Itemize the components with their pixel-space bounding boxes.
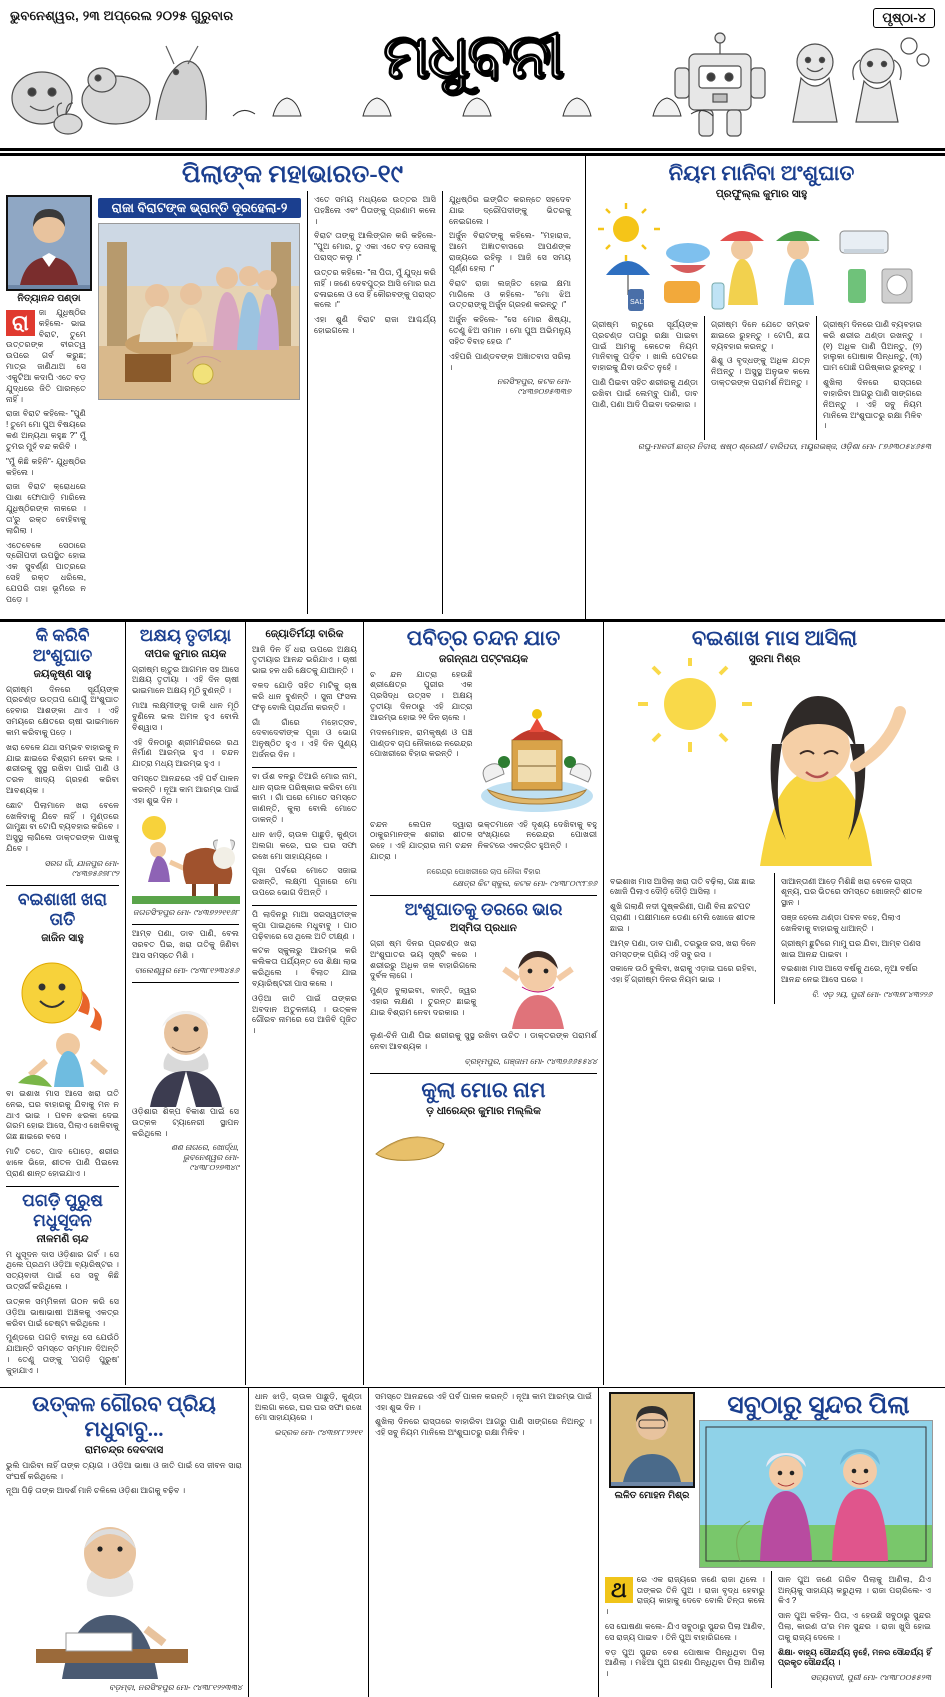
khara-p1: ବା ଇଶାଖ ମାସ ଆସେ ଖରା ତାତି ନେଇ, ଘର ବାହାରକୁ ଯିବାକୁ ମନ ନ ଥାଏ ଭାଇ । ପବନ ଝରକା ଦେଇ ଗରମ ହୋଇ ଆସେ, ପିଲାଏ ଖେଳିବାକୁ ଗଛ ଛାଇରେ ବସେ ।	[6, 1088, 119, 1142]
pagadi-credit: ଶଶ ନାଗରେ, ଖୋର୍ଦ୍ଧା, ଭୁବନେଶ୍ୱର ମୋ- ୯୪୩୮୦୨୭୩୪୯	[170, 1143, 239, 1173]
mahabharat-credit: ନରସିଂହପୁର, କଟକ ମୋ- ୯୪୩୭୦୭୫୩୩୭	[496, 377, 571, 397]
mahabharat-c3-p2: ଅର୍ଜୁନ ବିରାଟଙ୍କୁ କହିଲେ- "ମହାରାଜ, ଆମେ ଅଜ୍ଞାତବାସରେ ଆପଣଙ୍କ ରାଜ୍ୟରେ ରହିଲୁ । ଆଜି ସେ ସମୟ ପୂର୍ଣ୍ଣ ହେଲା ।"	[449, 231, 571, 273]
kula-illustration	[370, 1122, 597, 1162]
kikaribi-p1: ଗ୍ରୀଷ୍ମ ଦିନରେ ସୂର୍ଯ୍ୟଙ୍କ ପ୍ରଚଣ୍ଡ ଉତ୍ତାପ ଯୋଗୁଁ ଅଂଶୁଘାତ ହେବାର ଆଶଙ୍କା ଥାଏ । ଏହି ସମୟରେ କ୍ଷେତରେ ଚାଷୀ ଭାଇମାନେ କାମ କରିବାକୁ ପଡ଼େ ।	[6, 684, 119, 737]
kikaribi-credit: ସରଗ ଗାଁ, ଯାଜପୁର ମୋ- ୯୪୩୭୫୬୭୮୯୨	[44, 858, 119, 878]
dateline: ଭୁବନେଶ୍ୱର, ୨୩ ଅପ୍ରେଲ ୨୦୨୫ ଗୁରୁବାର	[10, 8, 234, 23]
chandana-illustration	[478, 670, 597, 820]
baisakha-illustration	[610, 670, 939, 870]
chandana-p4: ଭକ୍ତମାନେ ଏହି ଦୃଶ୍ୟ ଦେଖିବାକୁ ବହୁ ସଂଖ୍ୟାରେ ନରେନ୍ଦ୍ର ପୋଖରୀ ନିକଟରେ ଏକତ୍ରିତ ହୁଅନ୍ତି ।	[477, 819, 597, 851]
darare-title: ଅଂଶୁଘାତକୁ ଡରରେ ଭାର	[404, 899, 563, 919]
mahabharat-c3-p5: ଏହିପରି ପାଣ୍ଡବଙ୍କ ଅଜ୍ଞାତବାସ ସରିଲା ।	[449, 351, 571, 372]
column-a	[0, 622, 125, 1385]
sabuthau-p4: ସାନ ପୁଅ ଜଣେ ଗରିବ ପିଲାକୁ ଆଣିଲା, ଯିଏ ଅନ୍ୟକୁ ସାହାଯ୍ୟ କରୁଥିଲା । ରାଜା ପଚାରିଲେ- ଏ କିଏ ?	[778, 1574, 931, 1606]
khara-illustration	[6, 949, 119, 1089]
khara-credit: ବାଲେଶ୍ୱର ମୋ- ୯୪୩୮୧୨୩୪୫୬	[134, 965, 239, 975]
mahabharat-c3-p3: ବିରାଟ ରାଜା ଲଜ୍ଜିତ ହୋଇ କ୍ଷମା ମାଗିଲେ ଓ କହିଲେ- "ମୋ ଝିଅ ଉତ୍ତରାଙ୍କୁ ଅର୍ଜୁନ ଗ୍ରହଣ କରନ୍ତୁ ।"	[449, 278, 571, 310]
niyama-author: ପ୍ରଫୁଲ୍ଲ କୁମାର ସାହୁ	[715, 188, 808, 200]
plough-illustration	[132, 810, 239, 906]
pagadi-p3: ମୁଣ୍ଡରେ ପଗଡ଼ି ବାନ୍ଧି ସେ ଯେଉଁଠି ଯାଆନ୍ତି ସମସ୍ତେ ସମ୍ମାନ ଦିଅନ୍ତି । ତେଣୁ ତାଙ୍କୁ 'ପଗଡ଼ି ପୁରୁଷ' କୁହାଯାଏ ।	[6, 1333, 119, 1375]
akshaya-c2-p1: ଆଜି ଦିନ ହିଁ ଧରା ଉପରେ ଅକ୍ଷୟ ତୃତୀୟାର ଆନନ୍ଦ ଭରିଯାଏ । ଚାଷୀ ଭାଇ ହଳ ଧରି କ୍ଷେତକୁ ଯାଆନ୍ତି ।	[252, 644, 357, 676]
author-name-sabuthau: ଲଳିତ ମୋହନ ମିଶ୍ର	[614, 1489, 690, 1501]
mahabharat-c3-p1: ଯୁଧିଷ୍ଠିର ଇଙ୍ଗିତ କରନ୍ତେ ସହଦେବ ଯାଇ ଦ୍ରୌପଦୀଙ୍କୁ ଭିତରକୁ ନେଇଗଲେ ।	[449, 195, 571, 226]
baisakha-c1-p3: ଆମ୍ବ ପଣା, ଡାବ ପାଣି, ତରଭୁଜ ରସ, ଖରା ଦିନେ ସମସ୍ତଙ୍କ ପ୍ରିୟ ଏହି ସବୁ ରସ ।	[610, 938, 756, 959]
baisakha-c1-p1: ବଇଶାଖ ମାସ ଆସିଲା ଖରା ତାତି ବଢ଼ିଲା, ଗଛ ଛାଇ ଖୋଜି ପିଲାଏ ଦୌଡ଼ି ଦୌଡ଼ି ଆସିଲା ।	[610, 876, 756, 897]
bottom-col-kula-credit	[248, 1388, 368, 1697]
baisakha-c1-p4: ସକାଳେ ଉଠି ବୁଲିବା, ଖରାକୁ ଏଡ଼ାଇ ଘରେ ରହିବା, ଏହା ହିଁ ଗ୍ରୀଷ୍ମ ଦିନର ନିୟମ ଭାଇ ।	[610, 964, 757, 985]
baisakha-c1-p2: ଶୁଖି ଗଲାଣି ନଦୀ ପୁଷ୍କରିଣୀ, ପାଣି ବିନା ଛଟପଟ ପ୍ରାଣୀ । ପକ୍ଷୀମାନେ ଡେଣା ମେଲି ଖୋଜେ ଶୀତଳ ଛାଇ ।	[610, 902, 756, 933]
kula-title: କୁଲା ମୋର ନାମ	[421, 1077, 546, 1102]
niyama-c2-p2: ଶିଶୁ ଓ ବୃଦ୍ଧଙ୍କୁ ଅଧିକ ଯତ୍ନ ନିଅନ୍ତୁ । ଅସୁସ୍ଥ ଅନୁଭବ କଲେ ଡାକ୍ତରଙ୍କ ପରାମର୍ଶ ନିଅନ୍ତୁ ।	[711, 356, 810, 388]
darare-author: ଅସ୍ମିତା ପ୍ରଧାନ	[450, 921, 517, 934]
column-c	[245, 622, 363, 1385]
pagadi-title: ପଗଡ଼ି ପୁରୁଷ ମଧୁସୂଦନ	[22, 1190, 103, 1230]
pagadi-p2: ଉତ୍କଳ ସମ୍ମିଳନୀ ଗଠନ କରି ସେ ଓଡ଼ିଆ ଭାଷାଭାଷୀ ଅଞ୍ଚଳକୁ ଏକତ୍ର କରିବା ପାଇଁ ଚେଷ୍ଟା କରିଥିଲେ ।	[6, 1296, 119, 1328]
pagadi-author: ନୀଳମଣି ଚାନ୍ଦ	[36, 1232, 89, 1245]
khara-title: ବଇଶାଖୀ ଖରା ତାତି	[17, 889, 108, 929]
niyama-illustration	[592, 205, 931, 313]
baisakha-c2-p2: ସଞ୍ଜ ହେଲେ ଥଣ୍ଡା ପବନ ବହେ, ପିଲାଏ ଖେଳିବାକୁ ବାହାରକୁ ଧାଆନ୍ତି ।	[781, 913, 901, 933]
mahabharat-p5: ଏତେବେଳେ ସେଠାରେ ଦ୍ରୌପଦୀ ଉପସ୍ଥିତ ହୋଇ ଏକ ସୁବର୍ଣ୍ଣ ପାତ୍ରରେ ସେହି ରକ୍ତ ଧରିଲେ, ଯେପରି ତାହା ଭୂମିରେ ନ ପଡ଼େ ।	[6, 540, 86, 604]
mahabharat-p2: ରାଜା ବିରାଟ କହିଲେ- "ପୁଣି ! ତୁମେ ମୋ ପୁଅ ବିଷୟରେ କଣ ଅନ୍ୟଥା କହୁଛ ?" ମୁଁ ତୁମର ମୁହଁ ବନ୍ଦ କରିବି ।	[6, 409, 86, 451]
utkal-title: ଉତ୍କଳ ଗୌରବ ପ୍ରିୟ ମଧୁବାବୁ...	[32, 1391, 216, 1441]
mahabharat-title: ପିଲାଙ୍କ ମହାଭାରତ-୧୯	[181, 161, 404, 188]
niyama-p1: ଗ୍ରୀଷ୍ମ ଋତୁରେ ସୂର୍ଯ୍ୟଙ୍କ ପ୍ରଚଣ୍ଡ ତାପରୁ ରକ୍ଷା ପାଇବା ପାଇଁ ଆମକୁ କେତେକ ନିୟମ ମାନିବାକୁ ପଡ଼ିବ । ଖାଲି ପେଟରେ ବାହାରକୁ ଯିବା ଉଚିତ ନୁହେଁ ।	[592, 320, 698, 373]
niyama-c2-p1: ଗ୍ରୀଷ୍ମ ଦିନେ ଯେତେ ସମ୍ଭବ ଛାଇରେ ରୁହନ୍ତୁ । ଟୋପି, ଛତା ବ୍ୟବହାର କରନ୍ତୁ ।	[711, 320, 810, 351]
kula-p1-text: ବା ଉଁଶ ବଳରୁ ତିଆରି ମୋର ନାମ, ଧାନ ଚାଉଳ ପରିଷ୍କାର କରିବା ମୋ କାମ । ଗାଁ ଘରେ ମୋତେ ସମସ୍ତେ ଜାଣନ୍ତି, କୁଲା ବୋଲି ମୋତେ ଡାକନ୍ତି ।	[252, 771, 357, 825]
sabuthau-p5: ସାନ ପୁଅ କହିଲା- ପିତା, ଏ ହେଉଛି ସବୁଠାରୁ ସୁନ୍ଦର ପିଲା, କାରଣ ତା'ର ମନ ସୁନ୍ଦର । ରାଜା ଖୁସି ହୋଇ ତାକୁ ରାଜ୍ୟ ଦେଲେ ।	[778, 1611, 931, 1642]
utkal-portrait	[6, 1501, 242, 1681]
mahabharat-illustration	[98, 223, 301, 400]
khara-author: ଜାଜିନ ସାହୁ	[41, 931, 84, 944]
author-name: ନିତ୍ୟାନନ୍ଦ ପଣ୍ଡା	[17, 293, 81, 304]
sabuthau-illustration	[699, 1420, 938, 1568]
kikaribi-title: କି କରିବି ଅଂଶୁଘାତ	[32, 625, 93, 665]
paper-title: ମଧୁବନୀ	[383, 23, 562, 91]
pagadi-p4: ଓଡ଼ିଶାର ଶିଳ୍ପ ବିକାଶ ପାଇଁ ସେ ଉତ୍କଳ ଟ୍ୟାନେରୀ ସ୍ଥାପନ କରିଥିଲେ ।	[132, 1106, 239, 1138]
akshaya-c1-p3: ଏହି ଦିନଠାରୁ ଶ୍ରୀମନ୍ଦିରରେ ରଥ ନିର୍ମାଣ ଆରମ୍ଭ ହୁଏ । ଚନ୍ଦନ ଯାତ୍ରା ମଧ୍ୟ ଆରମ୍ଭ ହୁଏ ।	[132, 737, 239, 769]
top-band	[0, 156, 945, 622]
khara-p2: ମାଟି ତତେ, ପାଦ ପୋଡ଼େ, ଶରୀର ଝାଳେ ଭିଜେ, ଶୀତଳ ପାଣି ପିଇଲେ ପ୍ରାଣ ଶାନ୍ତ ହୋଇଯାଏ ।	[6, 1147, 119, 1178]
svg-text:SALT: SALT	[630, 299, 647, 306]
chandana-p3: ଚନ୍ଦନ ଲେପନ ଦ୍ୱାରା ଠାକୁରମାନଙ୍କ ଶରୀର ଶୀତଳ ରହେ । ଏହି ଯାତ୍ରାର ନାମ ଚନ୍ଦନ ଯାତ୍ରା ।	[370, 819, 473, 862]
sabuthau-title: ସବୁଠାରୁ ସୁନ୍ଦର ପିଲା	[727, 1391, 910, 1419]
kula-credit: ଭଦ୍ରକ ମୋ- ୯୪୩୭୮୮୨୨୧୧	[274, 1428, 362, 1438]
dropcap: ରା	[6, 310, 35, 336]
akshaya-c1-p4: ସମସ୍ତେ ଆନନ୍ଦରେ ଏହି ପର୍ବ ପାଳନ କରନ୍ତି । ନୂଆ କାମ ଆରମ୍ଭ ପାଇଁ ଏହା ଶୁଭ ଦିନ ।	[132, 773, 239, 805]
darare-credit: ବ୍ରହ୍ମପୁର, ଗଞ୍ଜାମ ମୋ- ୯୪୩୭୬୬୫୫୪୪	[464, 1056, 597, 1066]
niyama-c3-p2: ଶୁଖିଲା ଦିନରେ ରାସ୍ତାରେ ବାହାରିବା ଆଗରୁ ପାଣି ସାଙ୍ଗରେ ନିଅନ୍ତୁ । ଏହି ସବୁ ନିୟମ ମାନିଲେ ଅଂଶୁଘାତରୁ ରକ୍ଷା ମିଳିବ ।	[823, 378, 922, 431]
baisakha-title: ବଇଶାଖ ମାସ ଆସିଲା	[691, 625, 858, 650]
akshaya-title: ଅକ୍ଷୟ ତୃତୀୟା	[139, 625, 232, 645]
chandana-credit: କ୍ଷେତ୍ର କିଟ ସ୍କୁଲ, କଟକ ମୋ- ୯୪୩୮୦୯୯୮୭୬	[452, 878, 597, 888]
sabuthau-moral: ଶିକ୍ଷା- ବାହ୍ୟ ସୌନ୍ଦର୍ଯ୍ୟ ନୁହେଁ, ମନର ସୌନ୍ଦର୍ଯ୍ୟ ହିଁ ପ୍ରକୃତ ସୌନ୍ଦର୍ଯ୍ୟ ।	[778, 1647, 931, 1668]
mahabharat-para-1	[6, 308, 86, 405]
column-e	[603, 622, 945, 1385]
akshaya-credit-1: ଜଗତସିଂହପୁର ମୋ- ୯୪୩୭୨୨୧୧୬୮	[132, 908, 239, 918]
article-niyama	[585, 156, 937, 619]
utkal-c2-p1: ଭୁଲି ପାରିବା ନାହିଁ ତାଙ୍କ ତ୍ୟାଗ । ଓଡ଼ିଆ ଭାଷା ଓ ଜାତି ପାଇଁ ସେ ଜୀବନ ସାରା ସଂଘର୍ଷ କରିଥିଲେ ।	[6, 1460, 242, 1481]
kula-p2: ଧାନ ଝାଡ଼ି, ଚାଉଳ ପାଛୁଡ଼ି, କୁଣ୍ଡା ଅଲଗା କରେ, ଘର ଘର ସଫା ରଖେ ମୋ ସାହାଯ୍ୟରେ ।	[252, 829, 357, 861]
utkal-c1-p2: କଟକ ସ୍କୁଲରୁ ଆରମ୍ଭ କରି କଲିକତା ପର୍ଯ୍ୟନ୍ତ ସେ ଶିକ୍ଷା ଲାଭ କରିଥିଲେ । ବିଲାତ ଯାଇ ବ୍ୟାରିଷ୍ଟରୀ ପାସ କଲେ ।	[252, 946, 357, 988]
kula-p3: ପୂଜା ପର୍ବରେ ମୋତେ ସଜାଇ ରଖନ୍ତି, ଲକ୍ଷ୍ମୀ ପୂଜାରେ ମୋ ଉପରେ ଭୋଗ ଦିଅନ୍ତି ।	[252, 866, 357, 898]
sabuthau-p1-text: ରେ ଏକ ରାଜ୍ୟରେ ଜଣେ ରାଜା ଥିଲେ । ତାଙ୍କର ତିନି ପୁଅ । ରାଜା ବୃଦ୍ଧ ହେବାରୁ ରାଜ୍ୟ କାହାକୁ ଦେବେ ବୋଲି ଚିନ୍ତା କଲେ ।	[605, 1574, 765, 1617]
mahabharat-c3-p4: ଅର୍ଜୁନ କହିଲେ- "ସେ ମୋର ଶିଷ୍ୟା, ତେଣୁ ଝିଅ ସମାନ । ମୋ ପୁଅ ଅଭିମନ୍ୟୁ ସହିତ ବିବାହ ହେଉ ।"	[449, 315, 571, 346]
chandana-caption: ନରେନ୍ଦ୍ର ପୋଖରୀରେ ଚାପ ନୌକା ବିହାର	[426, 866, 541, 876]
darare-p2: ମୁଣ୍ଡ ବୁଲାଇବା, ବାନ୍ତି, ଜ୍ୱର ଏହାର ଲକ୍ଷଣ । ତୁରନ୍ତ ଛାଇକୁ ଯାଇ ବିଶ୍ରାମ ନେବା ଦରକାର ।	[370, 986, 477, 1017]
sabuthau-p2: ସେ ଘୋଷଣା କଲେ- ଯିଏ ସବୁଠାରୁ ସୁନ୍ଦର ପିଲା ଆଣିବ, ସେ ରାଜ୍ୟ ପାଇବ । ତିନି ପୁଅ ବାହାରିଗଲେ ।	[605, 1622, 765, 1642]
bottom-band	[0, 1387, 945, 1697]
pagadi-p1: ମ ଧୁସୂଦନ ଦାସ ଓଡ଼ିଶାର ଗର୍ବ । ସେ ଥିଲେ ପ୍ରଥମ ଓଡ଼ିଆ ବ୍ୟାରିଷ୍ଟର । ସତ୍ୟବାଦୀ ପାଇଁ ସେ ସବୁ କିଛି ଉତ୍ସର୍ଗ କରିଥିଲେ ।	[6, 1249, 119, 1292]
kikaribi-author: ଜୟକୃଷ୍ଣ ସାହୁ	[33, 667, 92, 680]
utkal-c2-p2: ନୂଆ ପିଢ଼ି ତାଙ୍କ ଆଦର୍ଶ ମାନି ଚଳିଲେ ଓଡ଼ିଶା ଆଗକୁ ବଢ଼ିବ ।	[6, 1486, 186, 1496]
mahabharat-c2-p2: ବିରାଟ ତାଙ୍କୁ ଆଲିଙ୍ଗନ କରି କହିଲେ- "ପୁଅ ମୋର, ତୁ ଏକା ଏତେ ବଡ଼ ସେନାକୁ ପରାସ୍ତ କଲୁ ।"	[314, 231, 436, 263]
niyama-credit: ରଘୁ-ମାଳତୀ ଛାତ୍ର ନିବାସ, ଷଷ୍ଠ ଶ୍ରେଣୀ / ବାରିପଦା, ମୟୂରଭଞ୍ଜ, ଓଡ଼ିଶା ମୋ- ୮୭୬୩୦୫୪୬୫୩	[637, 442, 931, 452]
author-card-sabuthau	[609, 1392, 695, 1501]
niyama-p2: ପାଣି ପିଇବା ସହିତ ଶରୀରକୁ ଥଣ୍ଡା ରଖିବା ପାଇଁ ଲେମ୍ବୁ ପାଣି, ଡାବ ପାଣି, ପଣା ଆଦି ପିଇବା ଦରକାର ।	[592, 378, 698, 409]
chandana-p1: ଚ ନ୍ଦନ ଯାତ୍ରା ହେଉଛି ଶ୍ରୀକ୍ଷେତ୍ର ପୁରୀର ଏକ ପ୍ରସିଦ୍ଧ ଉତ୍ସବ । ଅକ୍ଷୟ ତୃତୀୟା ଦିନଠାରୁ ଏହି ଯାତ୍ରା ଆରମ୍ଭ ହୋଇ ୨୧ ଦିନ ଚାଲେ ।	[370, 669, 473, 722]
flower-divider	[0, 92, 945, 123]
baisakha-author: ସୁରମା ମିଶ୍ର	[748, 652, 801, 665]
utkal-credit: ବଡ଼ମ୍ବା, ନରସିଂହପୁର ମୋ- ୯୪୩୮୧୨୨୩୩୪	[109, 1683, 242, 1693]
kikaribi-p2: ଖରା ବେଳେ ଯଥା ସମ୍ଭବ ବାହାରକୁ ନ ଯାଇ ଛାଇରେ ବିଶ୍ରାମ ନେବା ଭଲ । ଶରୀରକୁ ସୁସ୍ଥ ରଖିବା ପାଇଁ ପାଣି ଓ ତରଳ ଖାଦ୍ୟ ଗ୍ରହଣ କରିବା ଆବଶ୍ୟକ ।	[6, 742, 119, 795]
dropcap-sabuthau: ଥ	[605, 1577, 633, 1603]
mahabharat-c2-p1: ଏତେ ସମୟ ମଧ୍ୟରେ ଉତ୍ତର ଆସି ପହଞ୍ଚିଲେ ଏବଂ ପିତାଙ୍କୁ ପ୍ରଣାମ କଲେ ।	[314, 195, 436, 226]
author-photo	[6, 195, 92, 291]
page-number-badge: ପୃଷ୍ଠା-୪	[873, 8, 935, 28]
utkal-c1-p3: ଓଡ଼ିଆ ଜାତି ପାଇଁ ତାଙ୍କର ଅବଦାନ ଅତୁଳନୀୟ । ଉତ୍କଳ ଗୌରବ ନାମରେ ସେ ଆଜିବି ପୂଜିତ ।	[252, 993, 357, 1036]
darare-illustration	[482, 939, 597, 1031]
masthead-title-block	[0, 23, 945, 123]
author-photo-sabuthau	[609, 1392, 695, 1488]
akshaya-author-1: ଦୀପକ କୁମାର ନାୟକ	[144, 647, 227, 660]
mahabharat-subtitle: ରାଜା ବିରାଟଙ୍କ ଭ୍ରାନ୍ତି ଦୂରହେଲା-୨	[98, 198, 301, 218]
bottom-col-spacer	[368, 1388, 598, 1697]
author-card-mahabharat	[6, 195, 92, 304]
mahabharat-p1-text: ଜା ଯୁଧିଷ୍ଠିର କହିଲେ- ଭାଇ ବିରାଟ, ତୁମେ ଉତ୍ତରଙ୍କ ବୀରତ୍ୱ ଉପରେ ଗର୍ବ କରୁଛ; ମାତ୍ର ଜାଣିଥାଅ ସେ ଏକୁଟିଆ କଦାପି ଏତେ ବଡ଼ ଯୁଦ୍ଧରେ ଜିତି ପାରନ୍ତେ ନାହିଁ ।	[6, 308, 86, 404]
kula-extra: ଧାନ ଝାଡ଼ି, ଚାଉଳ ପାଛୁଡ଼ି, କୁଣ୍ଡା ଅଲଗା କରେ, ଘର ଘର ସଫା ରଖେ ମୋ ସାହାଯ୍ୟରେ ।	[255, 1391, 362, 1423]
pagadi-portrait	[132, 987, 239, 1107]
mahabharat-c2-p4: ଏହା ଶୁଣି ବିରାଟ ରାଜା ଆଶ୍ଚର୍ଯ୍ୟ ହୋଇଗଲେ ।	[314, 315, 436, 336]
niyama-title: ନିୟମ ମାନିବା ଅଂଶୁଘାତ	[668, 161, 855, 185]
bottom-col-utkal-left	[0, 1388, 248, 1697]
akshaya-extra: ସମସ୍ତେ ଆନନ୍ଦରେ ଏହି ପର୍ବ ପାଳନ କରନ୍ତି । ନୂଆ କାମ ଆରମ୍ଭ ପାଇଁ ଏହା ଶୁଭ ଦିନ ।	[375, 1391, 592, 1412]
mahabharat-p4: ରାଜା ବିରାଟ କ୍ରୋଧରେ ପାଶା ଫୋପାଡ଼ି ମାରିଲେ ଯୁଧିଷ୍ଠିରଙ୍କ ନାକରେ । ତା'ରୁ ରକ୍ତ ବୋହିବାକୁ ଲାଗିଲା ।	[6, 482, 86, 535]
chandana-title: ପବିତ୍ର ଚନ୍ଦନ ଯାତ	[406, 625, 561, 650]
kula-author: ଡ଼ ଧୀରେନ୍ଦ୍ର କୁମାର ମଲ୍ଲିକ	[426, 1104, 541, 1117]
niyama-extra: ଶୁଖିଲା ଦିନରେ ରାସ୍ତାରେ ବାହାରିବା ଆଗରୁ ପାଣି ସାଙ୍ଗରେ ନିଅନ୍ତୁ । ଏହି ସବୁ ନିୟମ ମାନିଲେ ଅଂଶୁଘାତରୁ ରକ୍ଷା ମିଳିବ ।	[375, 1417, 592, 1438]
akshaya-c2-p2: ବଳଦ ଯୋଡ଼ି ସହିତ ମାଟିକୁ ଚାଷ କରି ଧାନ ବୁଣନ୍ତି । ସୁନା ଫସଲ ଫଳୁ ବୋଲି ପ୍ରାର୍ଥନା କରନ୍ତି ।	[252, 681, 357, 712]
column-d	[363, 622, 603, 1385]
akshaya-c1-p1: ଗ୍ରୀଷ୍ମ ଋତୁର ଆଗମନ ସହ ଆସେ ଅକ୍ଷୟ ତୃତୀୟା । ଏହି ଦିନ ଚାଷୀ ଭାଇମାନେ ଅକ୍ଷୟ ମୂଠି ବୁଣନ୍ତି ।	[132, 664, 239, 696]
utkal-c1-p1	[252, 910, 357, 942]
kula-p1	[252, 772, 357, 826]
darare-p1: ଗ୍ରୀ ଷ୍ମ ଦିନର ପ୍ରଚଣ୍ଡ ଖରା ଅଂଶୁଘାତର ଭୟ ସୃଷ୍ଟି କରେ । ଶରୀରରୁ ଅଧିକ ଜଳ ବାହାରିଗଲେ ଦୁର୍ବଳ ଲାଗେ ।	[370, 938, 477, 981]
akshaya-author-2: ଜ୍ୟୋତିର୍ମୟୀ ବାରିକ	[265, 627, 344, 640]
baisakha-c2-p4: ବଇଶାଖ ମାସ ଆସେ ବର୍ଷକୁ ଥରେ, ନୂଆ ବର୍ଷର ଆନନ୍ଦ ନେଇ ଆସେ ଘରେ ।	[781, 964, 918, 985]
middle-band	[0, 622, 945, 1385]
article-mahabharat	[0, 156, 585, 619]
sabuthau-credit: ସତ୍ୟବାଦୀ, ପୁରୀ ମୋ- ୯୪୩୮୦୦୫୫୨୩	[810, 1673, 931, 1683]
masthead	[0, 0, 945, 151]
chandana-p2: ମଦନମୋହନ, ରାମକୃଷ୍ଣ ଓ ପଞ୍ଚ ପାଣ୍ଡବ ଚାପ ନୌକାରେ ନରେନ୍ଦ୍ର ପୋଖରୀରେ ବିହାର କରନ୍ତି ।	[370, 727, 473, 759]
column-b	[125, 622, 245, 1385]
baisakha-c2-p3: ଗ୍ରୀଷ୍ମ ଛୁଟିରେ ମାମୁ ଘର ଯିବା, ଆମ୍ବ ପଣସ ଖାଇ ଆନନ୍ଦ ପାଇବା ।	[781, 938, 921, 959]
niyama-c3-p1: ଗ୍ରୀଷ୍ମ ଦିନରେ ପାଣି ବ୍ୟବହାର କରି ଶରୀର ଥଣ୍ଡା ରଖନ୍ତୁ । (୧) ଅଧିକ ପାଣି ପିଅନ୍ତୁ, (୨) ହାଲୁକା ପୋଷାକ ପିନ୍ଧନ୍ତୁ, (୩) ଘାମ ପୋଛି ପରିଷ୍କାର ରୁହନ୍ତୁ ।	[823, 320, 922, 373]
akshaya-c2-p3: ଗାଁ ଗାଁରେ ମହୋତ୍ସବ, ଦେବାଦେବୀଙ୍କ ପୂଜା ଓ ଭୋଗ ଅନୁଷ୍ଠିତ ହୁଏ । ଏହି ଦିନ ପୁଣ୍ୟ ଅର୍ଜନର ଦିନ ।	[252, 717, 357, 759]
kikaribi-p3: ଛୋଟ ପିଲାମାନେ ଖରା ବେଳେ ଖେଳିବାକୁ ଯିବେ ନାହିଁ । ମୁଣ୍ଡରେ ଗାମୁଛା ବା ଟୋପି ବ୍ୟବହାର କରିବେ । ଅସୁସ୍ଥ ଲାଗିଲେ ଡାକ୍ତରଙ୍କ ପାଖକୁ ଯିବେ ।	[6, 800, 119, 854]
mahabharat-p3: "ମୁଁ କିଛି କହିନି"- ଯୁଧିଷ୍ଠିର କହିଲେ ।	[6, 456, 86, 477]
chandana-author: ଜଗନ୍ନାଥ ପଟ୍ଟନାୟକ	[438, 652, 529, 665]
utkal-author: ରାମଚନ୍ଦ୍ର ଦେବଦାସ	[84, 1443, 164, 1456]
baisakha-c2-p1: ସାଆନ୍ତାଣୀ ଆଡ଼େ ମିଶିଛି ଖରା ବେଳେ ରାସ୍ତା ଶୂନ୍ୟ, ଘର ଭିତରେ ସମସ୍ତେ ଖୋଜନ୍ତି ଶୀତଳ ସ୍ଥାନ ।	[781, 876, 923, 908]
sabuthau-p3: ବଡ଼ ପୁଅ ସୁନ୍ଦର ବେଶ ପୋଷାକ ପିନ୍ଧିଥିବା ପିଲା ଆଣିଲା । ମଝିଆ ପୁଅ ଗହଣା ପିନ୍ଧିଥିବା ପିଲା ଆଣିଲା ।	[605, 1647, 765, 1679]
darare-p3: ଲୁଣ-ଚିନି ପାଣି ପିଇ ଶରୀରକୁ ସୁସ୍ଥ ରଖିବା ଉଚିତ । ଡାକ୍ତରଙ୍କ ପରାମର୍ଶ ନେବା ଆବଶ୍ୟକ ।	[370, 1030, 597, 1051]
utkal-c1-p1-text: ପି ଲାଦିନରୁ ମାଆ ସରସ୍ୱତୀଙ୍କ କୃପା ପାଇଥିଲେ ମଧୁବାବୁ । ପାଠ ପଢ଼ିବାରେ ସେ ଥିଲେ ଅତି ତୀକ୍ଷ୍ଣ ।	[252, 909, 357, 941]
sabuthau-p1	[605, 1575, 765, 1618]
baisakha-credit: ବି. ଏଡ଼ ୨ୟ, ପୁରୀ ମୋ- ୯୪୩୭୮୪୩୨୨୬	[811, 989, 932, 999]
khara-p3: ଆମ୍ବ ପଣା, ଡାବ ପାଣି, ବେଲ ସରବତ ପିଇ, ଖରା ତାତିକୁ ଜିଣିବା ଆସ ସମସ୍ତେ ମିଶି ।	[132, 929, 239, 961]
mahabharat-c2-p3: ଉତ୍ତର କହିଲେ- "ନା ପିତା, ମୁଁ ଯୁଦ୍ଧ କରି ନାହିଁ । ଜଣେ ଦେବପୁତ୍ର ଆସି ମୋର ରଥ ଚଳାଇଲେ ଓ ସେ ହିଁ କୌରବଙ୍କୁ ପରାସ୍ତ କଲେ ।"	[314, 267, 436, 310]
akshaya-c1-p2: ମାଆ ଲକ୍ଷ୍ମୀଙ୍କୁ ଡାକି ଧାନ ମୂଠି ବୁଣିଲେ ଭଲ ଅମଳ ହୁଏ ବୋଲି ବିଶ୍ୱାସ ।	[132, 701, 239, 732]
article-sabuthau	[598, 1388, 945, 1697]
